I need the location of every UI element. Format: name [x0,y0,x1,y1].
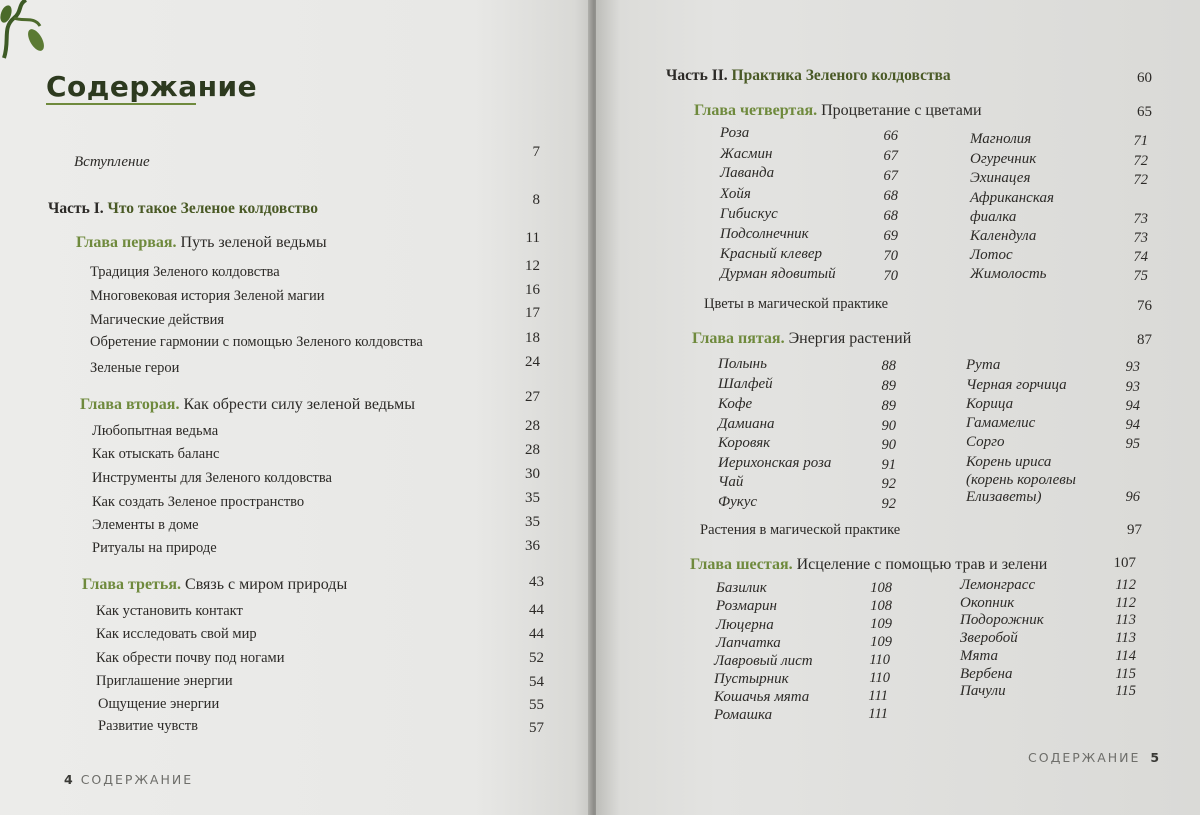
plant-entry: Полынь [718,356,767,372]
toc-page: 24 [525,354,540,370]
plant-entry: Гибискус [720,206,778,222]
plant-entry: Корень ириса [966,454,1052,470]
plant-entry: Черная горчица [966,377,1067,393]
plant-entry: Рута [966,357,1001,373]
chapter-3-heading [82,576,347,594]
part-1-page: 8 [532,192,540,208]
plant-page: 114 [1115,648,1136,664]
plant-page: 94 [1125,417,1140,433]
chapter-5-tail-page: 97 [1127,522,1142,538]
toc-page: 28 [525,418,540,434]
plant-page: 110 [869,652,890,668]
plant-entry: Пачули [960,683,1006,699]
part-2-page: 60 [1137,70,1152,86]
toc-entry: Магические действия [90,312,225,328]
chapter-4-prefix: Глава четвертая. [694,102,818,119]
chapter-1-heading [76,234,327,252]
plant-entry: Подсолнечник [720,226,809,242]
part-1-name: Что такое Зеленое колдовство [107,200,318,217]
plant-entry: Корица [966,396,1014,412]
toc-entry: Ощущение энергии [98,696,220,712]
chapter-6-heading [690,556,1047,574]
toc-entry: Любопытная ведьма [92,423,219,439]
toc-entry: Традиция Зеленого колдовства [90,264,280,280]
toc-page: 16 [525,282,540,298]
plant-page: 74 [1133,249,1148,265]
plant-entry: Дурман ядовитый [720,266,836,282]
plant-entry: Огуречник [970,151,1037,167]
plant-page: 71 [1133,133,1148,149]
plant-entry: Кофе [718,396,753,412]
chapter-2-page: 27 [525,389,540,405]
chapter-4-page: 65 [1137,104,1152,120]
plant-entry: Лотос [970,247,1013,263]
plant-entry: Розмарин [716,598,777,614]
chapter-4-tail-page: 76 [1137,298,1152,314]
toc-entry: Как обрести почву под ногами [96,650,285,666]
plant-page: 112 [1115,577,1136,593]
right-folio-number: 5 [1150,750,1162,765]
chapter-1-name: Путь зеленой ведьмы [180,234,327,251]
toc-page: 36 [525,538,540,554]
chapter-2-heading [80,396,415,414]
plant-page: 109 [870,616,892,632]
toc-page: 52 [529,650,544,666]
plant-entry: Базилик [716,580,767,596]
plant-page: 108 [870,598,892,614]
plant-page: 113 [1115,630,1136,646]
plant-page: 108 [870,580,892,596]
chapter-3-prefix: Глава третья. [82,576,182,593]
plant-page: 90 [881,418,896,434]
plant-entry: Кошачья мята [714,689,810,705]
plant-entry: Окопник [960,595,1015,611]
plant-page: 109 [870,634,892,650]
toc-entry: Инструменты для Зеленого колдовства [92,470,332,486]
chapter-5-heading [692,330,911,348]
plant-page: 67 [883,148,898,164]
plant-entry: Чай [718,474,744,490]
plant-entry: Шалфей [718,376,773,392]
plant-entry: Мята [960,648,998,664]
left-page [0,0,592,815]
toc-page: 55 [529,697,544,713]
left-folio [64,772,193,787]
toc-page: 17 [525,305,540,321]
plant-entry: Лапчатка [716,635,781,651]
right-folio [1028,750,1161,765]
plant-entry: Зверобой [960,630,1018,646]
chapter-6-page: 107 [1113,555,1136,571]
plant-page: 111 [868,706,888,722]
toc-entry: Как установить контакт [96,603,243,619]
plant-entry: Иерихонская роза [718,455,832,471]
part-2-heading [666,67,951,85]
plant-page: 68 [883,208,898,224]
chapter-4-heading [694,102,982,120]
plant-page: 72 [1133,153,1148,169]
chapter-4-tail: Цветы в магической практике [704,296,889,312]
plant-page: 70 [883,268,898,284]
toc-entry: Обретение гармонии с помощью Зеленого колдовства [90,334,423,350]
toc-entry: Многовековая история Зеленой магии [90,288,325,304]
toc-page: 35 [525,490,540,506]
part-2-name: Практика Зеленого колдовства [731,67,951,84]
plant-entry: Роза [720,125,750,141]
toc-page: 54 [529,674,544,690]
chapter-1-prefix: Глава первая. [76,234,177,251]
plant-page: 72 [1133,172,1148,188]
plant-page: 93 [1125,379,1140,395]
plant-page: 89 [881,398,896,414]
part-2-prefix: Часть II. [666,67,728,84]
chapter-5-prefix: Глава пятая. [692,330,785,347]
plant-page: 91 [881,457,896,473]
plant-entry: Пустырник [714,671,789,687]
plant-page: 90 [881,437,896,453]
plant-entry: Люцерна [716,617,774,633]
toc-entry: Как создать Зеленое пространство [92,494,305,510]
left-folio-number: 4 [64,772,75,787]
chapter-1-page: 11 [525,230,540,246]
plant-page: 110 [869,670,890,686]
plant-entry: Календула [970,228,1037,244]
toc-page: 28 [525,442,540,458]
toc-page: 12 [525,258,540,274]
plant-entry: Магнолия [970,131,1032,147]
intro-label: Вступление [74,154,150,170]
toc-entry: Как отыскать баланс [92,446,220,462]
plant-entry: Елизаветы) [966,489,1042,505]
plant-page: 94 [1125,398,1140,414]
plant-entry: Эхинацея [970,170,1031,186]
part-1-heading [48,200,318,218]
plant-page: 93 [1125,359,1140,375]
plant-entry: Гамамелис [966,415,1036,431]
plant-entry: Красный клевер [720,246,823,262]
toc-entry: Ритуалы на природе [92,540,217,556]
plant-entry: Жасмин [720,146,773,162]
plant-page: 70 [883,248,898,264]
chapter-6-prefix: Глава шестая. [690,556,793,573]
toc-page: 44 [529,602,544,618]
toc-page: 18 [525,330,540,346]
plant-entry: фиалка [970,209,1017,225]
plant-page: 115 [1115,683,1136,699]
plant-entry: Подорожник [960,612,1044,628]
chapter-3-name: Связь с миром природы [185,576,348,593]
toc-page: 44 [529,626,544,642]
toc-entry: Как исследовать свой мир [96,626,257,642]
toc-page: 30 [525,466,540,482]
title-underline [46,103,196,105]
chapter-5-page: 87 [1137,332,1152,348]
plant-page: 115 [1115,666,1136,682]
part-1-prefix: Часть I. [48,200,104,217]
plant-entry: Вербена [960,666,1013,682]
plant-page: 68 [883,188,898,204]
toc-entry: Развитие чувств [98,718,198,734]
chapter-2-prefix: Глава вторая. [80,396,180,413]
plant-page: 66 [883,128,898,144]
plant-entry: Дамиана [718,416,775,432]
right-page [596,0,1200,815]
toc-page: 57 [529,720,544,736]
page-title: Содержание [46,70,258,103]
plant-entry: Лемонграсс [960,577,1036,593]
plant-page: 69 [883,228,898,244]
plant-entry: Хойя [720,186,751,202]
plant-page: 75 [1133,268,1148,284]
right-folio-label: СОДЕРЖАНИЕ [1028,750,1141,765]
plant-entry: (корень королевы [966,472,1076,488]
chapter-5-tail: Растения в магической практике [700,522,901,538]
plant-page: 96 [1125,489,1140,505]
plant-page: 92 [881,496,896,512]
intro-page: 7 [532,144,540,160]
plant-page: 88 [881,358,896,374]
chapter-3-page: 43 [529,574,544,590]
plant-page: 73 [1133,230,1148,246]
toc-entry: Элементы в доме [92,517,199,533]
plant-entry: Коровяк [718,435,771,451]
chapter-4-name: Процветание с цветами [821,102,982,119]
toc-entry: Зеленые герои [90,360,180,376]
plant-entry: Лавровый лист [714,653,813,669]
plant-page: 73 [1133,211,1148,227]
plant-entry: Сорго [966,434,1005,450]
vine-ornament-icon [0,0,48,60]
toc-page: 35 [525,514,540,530]
plant-page: 111 [868,688,888,704]
chapter-5-name: Энергия растений [788,330,912,347]
plant-page: 112 [1115,595,1136,611]
plant-entry: Африканская [970,190,1054,206]
plant-entry: Лаванда [720,165,775,181]
toc-entry: Приглашение энергии [96,673,233,689]
plant-page: 95 [1125,436,1140,452]
plant-page: 67 [883,168,898,184]
left-folio-label: СОДЕРЖАНИЕ [80,772,194,787]
chapter-6-name: Исцеление с помощью трав и зелени [796,556,1048,573]
plant-page: 92 [881,476,896,492]
plant-entry: Фукус [718,494,758,510]
chapter-2-name: Как обрести силу зеленой ведьмы [183,396,416,413]
plant-entry: Жимолость [970,266,1047,282]
plant-entry: Ромашка [714,707,773,723]
plant-page: 89 [881,378,896,394]
plant-page: 113 [1115,612,1136,628]
